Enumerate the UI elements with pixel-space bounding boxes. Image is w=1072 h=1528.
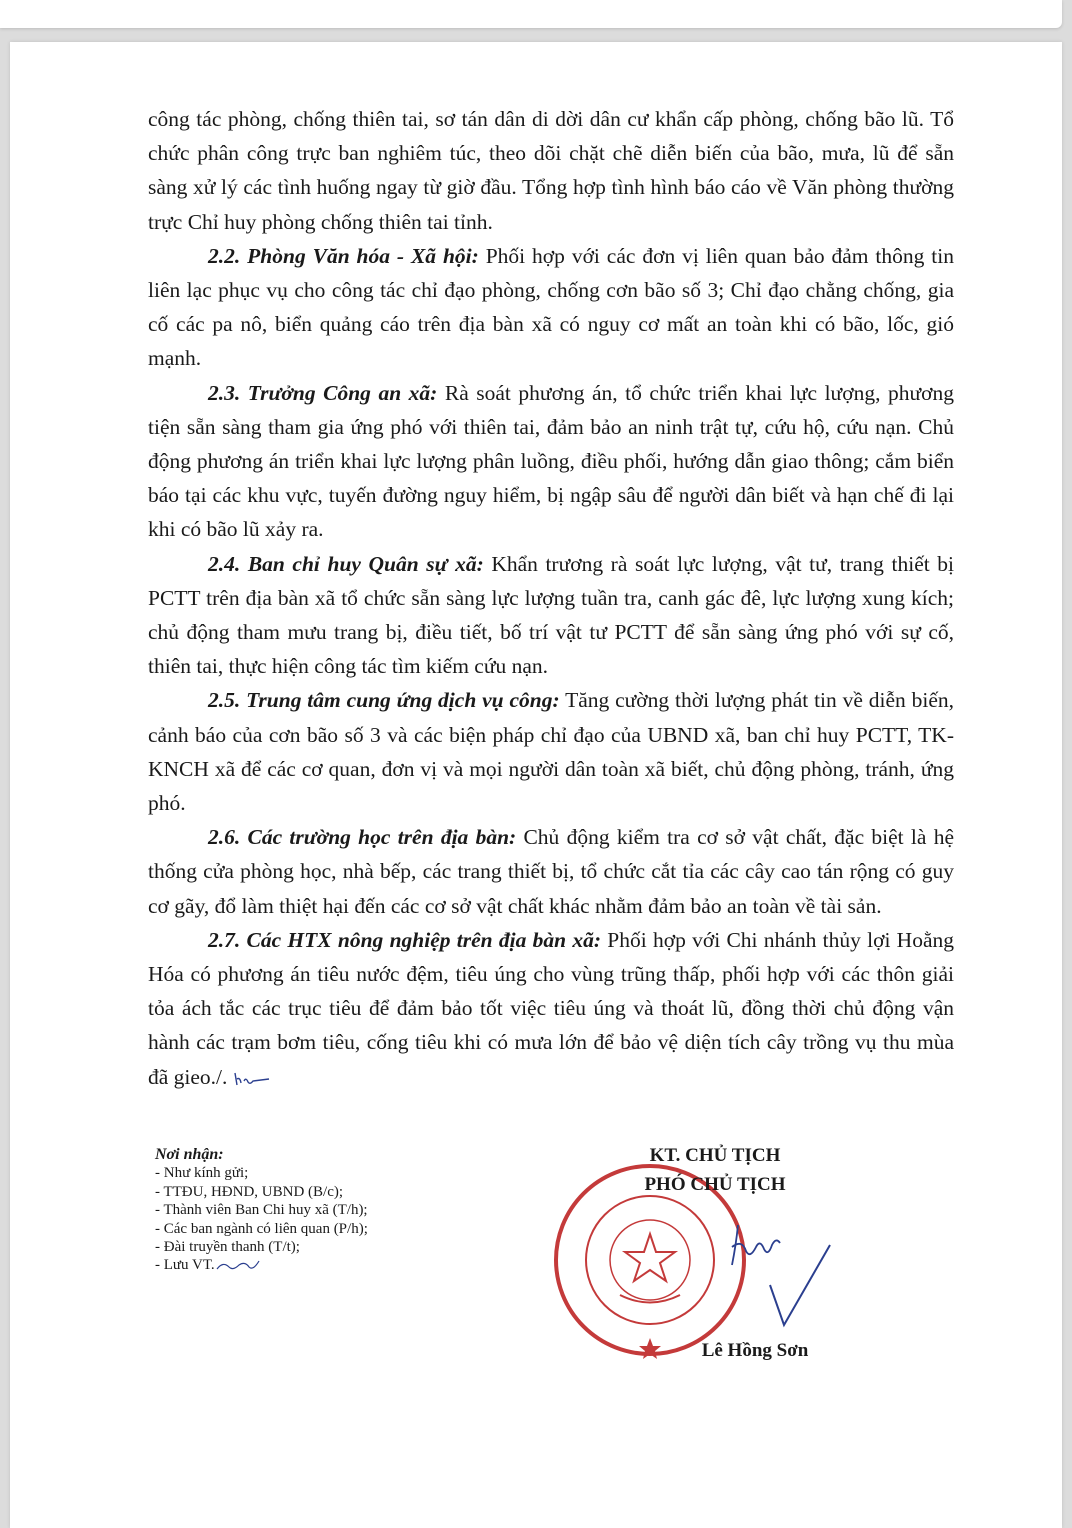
paragraph-text: Tăng cường thời lượng phát tin về diễn biến, cảnh báo của cơn bão số 3 và các biện pháp chỉ đạo của UBND xã, ban chỉ huy PCTT, TK-KNCH xã để các cơ quan, đơn vị và mọi người dân toàn xã biết, chủ động phòng, tránh, ứng phó. xyxy=(148,688,955,816)
signer-name: Lê Hồng Sơn xyxy=(701,1340,809,1361)
section-heading: 2.7. Các HTX nông nghiệp trên địa bàn xã: xyxy=(208,927,601,952)
previous-page-edge xyxy=(0,0,1062,28)
paragraph-2-5 xyxy=(148,683,954,820)
recipient-item: - Thành viên Ban Chi huy xã (T/h); xyxy=(155,1202,368,1219)
handwritten-initials-icon xyxy=(215,1257,261,1275)
recipient-item: - Như kính gửi; xyxy=(155,1165,249,1182)
paragraph-text: Phối hợp với các đơn vị liên quan bảo đảm thông tin liên lạc phục vụ cho công tác chỉ đạo phòng, chống cơn bão số 3; Chỉ đạo chằng chống, gia cố các pa nô, biển quảng cáo trên địa bàn xã có nguy cơ mất an toàn khi có bão, lốc, gió mạnh. xyxy=(148,243,955,371)
recipient-item: - Đài truyền thanh (T/t); xyxy=(155,1239,300,1256)
document-body xyxy=(148,102,954,1094)
signature-block xyxy=(560,1140,880,1370)
recipient-item xyxy=(155,1256,475,1275)
signer-position-1: KT. CHỦ TỊCH xyxy=(649,1145,781,1166)
paragraph-2-2 xyxy=(148,239,954,376)
recipients-block xyxy=(155,1146,475,1275)
paragraph-continuation xyxy=(148,102,954,239)
paragraph-text: Chủ động kiểm tra cơ sở vật chất, đặc biệt là hệ thống cửa phòng học, nhà bếp, các trang thiết bị, tổ chức cắt tỉa các cây cao tán rộng có guy cơ gãy, đổ làm thiệt hại đến các cơ sở vật chất khác nhằm đảm bảo an toàn về tài sản. xyxy=(148,825,954,918)
handwritten-initials-icon xyxy=(233,1069,271,1089)
recipients-list xyxy=(155,1164,475,1275)
section-heading: 2.4. Ban chỉ huy Quân sự xã: xyxy=(208,551,484,576)
paragraph-2-7 xyxy=(148,923,954,1094)
handwritten-signature-icon xyxy=(710,1185,840,1335)
paragraph-text: Rà soát phương án, tổ chức triển khai lực lượng, phương tiện sẵn sàng tham gia ứng phó với thiên tai, đảm bảo an ninh trật tự, cứu hộ, cứu nạn. Chủ động phương án triển khai lực lượng phân luồng, điều phối, hướng dẫn giao thông; cắm biển báo tại các khu vực, tuyến đường nguy hiểm, bị ngập sâu để người dân biết và hạn chế đi lại khi có bão lũ xảy ra. xyxy=(148,380,954,542)
paragraph-2-4 xyxy=(148,547,954,684)
recipient-item: - TTĐU, HĐND, UBND (B/c); xyxy=(155,1183,344,1200)
section-heading: 2.3. Trưởng Công an xã: xyxy=(208,380,438,405)
section-heading: 2.2. Phòng Văn hóa - Xã hội: xyxy=(208,243,479,268)
paragraph-text: Phối hợp với Chi nhánh thủy lợi Hoằng Hóa có phương án tiêu nước đệm, tiêu úng cho vùng trũng thấp, phối hợp với các thôn giải tỏa ách tắc các trục tiêu để đảm bảo tốt việc tiêu úng và thoát lũ, đồng thời chủ động vận hành các trạm bơm tiêu, cống tiêu khi có mưa lớn để bảo vệ diện tích cây trồng vụ thu mùa đã gieo./. xyxy=(148,927,954,1089)
section-heading: 2.6. Các trường học trên địa bàn: xyxy=(208,825,517,850)
signer-position-2: PHÓ CHỦ TỊCH xyxy=(644,1174,786,1195)
paragraph-text: Khẩn trương rà soát lực lượng, vật tư, trang thiết bị PCTT trên địa bàn xã tổ chức sẵn sàng lực lượng tuần tra, canh gác đê, lực lượng xung kích; chủ động tham mưu trang bị, điều tiết, bố trí vật tư PCTT để sẵn sàng ứng phó với sự cố, thiên tai, thực hiện công tác tìm kiếm cứu nạn. xyxy=(148,551,954,679)
paragraph-2-6 xyxy=(148,820,954,923)
recipients-title: Nơi nhận: xyxy=(155,1146,224,1163)
paragraph-text: công tác phòng, chống thiên tai, sơ tán dân di dời dân cư khẩn cấp phòng, chống bão lũ. Tổ chức phân công trực ban nghiêm túc, theo dõi chặt chẽ diễn biến của bão, mưa, lũ để sẵn sàng xử lý các tình huống ngay từ giờ đầu. Tổng hợp tình hình báo cáo về Văn phòng thường trực Chỉ huy phòng chống thiên tai tỉnh. xyxy=(148,107,954,234)
paragraph-2-3 xyxy=(148,376,954,547)
section-heading: 2.5. Trung tâm cung ứng dịch vụ công: xyxy=(208,688,560,713)
recipient-item-text: - Lưu VT. xyxy=(155,1257,215,1274)
recipient-item: - Các ban ngành có liên quan (P/h); xyxy=(155,1220,368,1237)
